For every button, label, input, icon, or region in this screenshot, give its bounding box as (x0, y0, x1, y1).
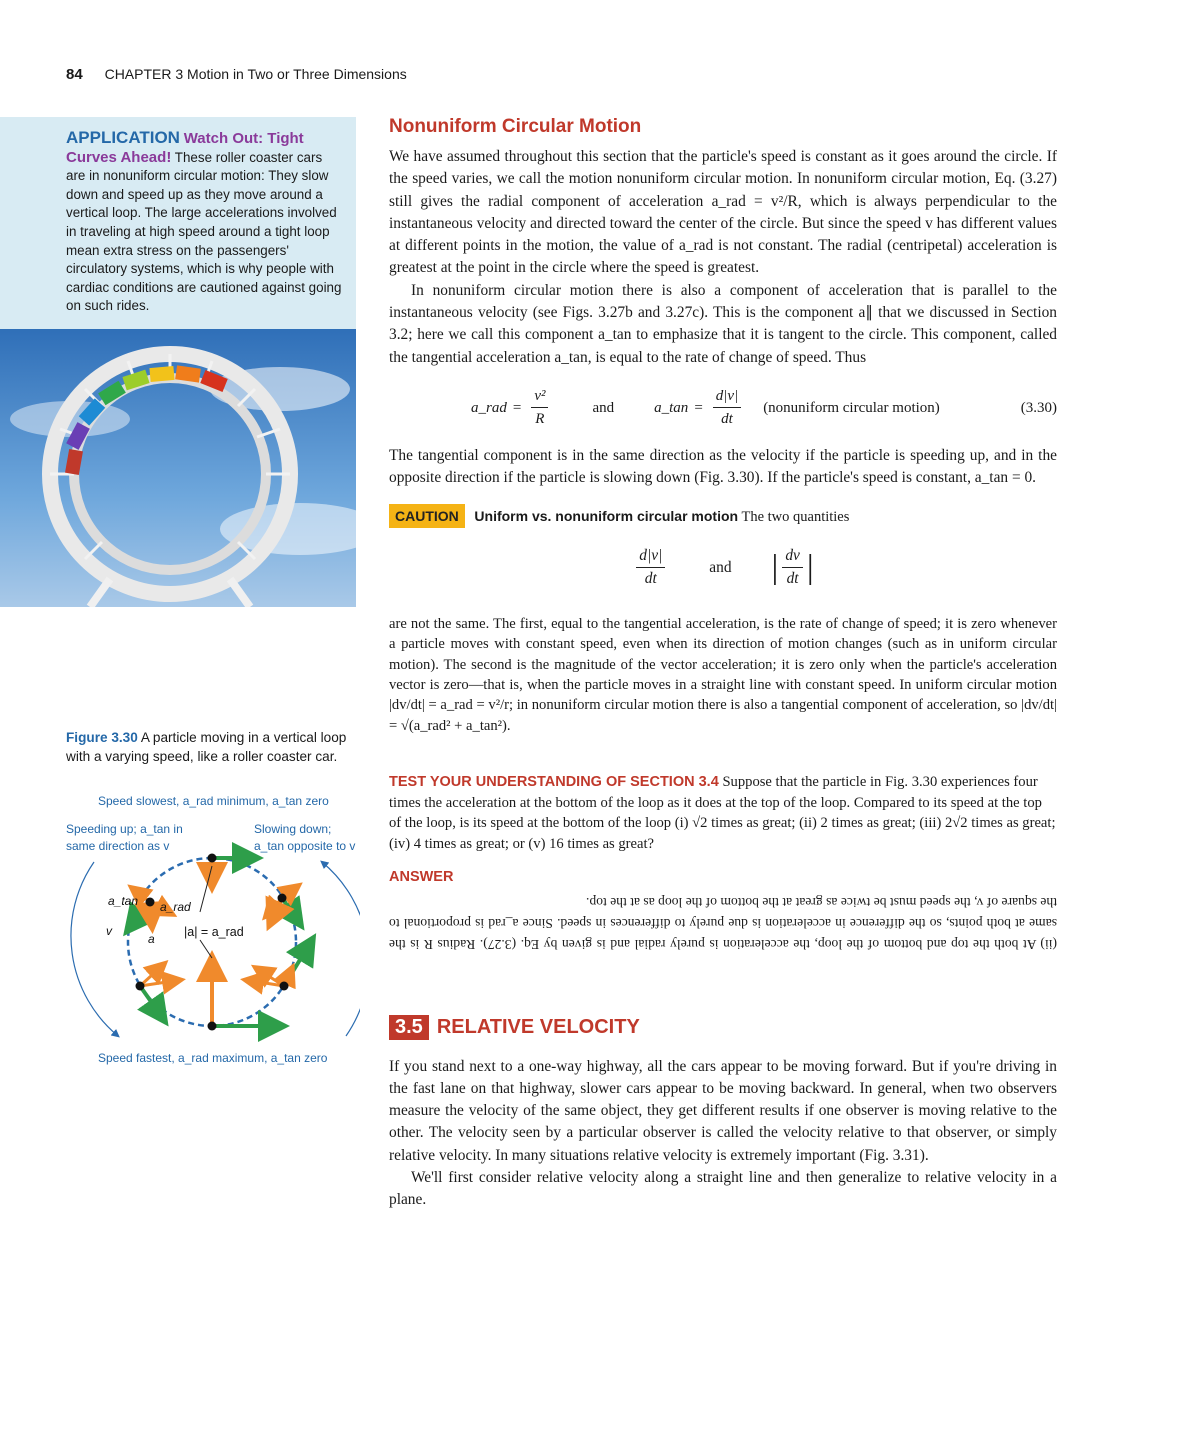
section-3-5-paragraph-2: We'll first consider relative velocity along a straight line and then generalize to relative velocity in a plane. (389, 1169, 1057, 1209)
label-left-2: same direction as v (66, 839, 170, 853)
figure-caption (66, 728, 356, 766)
caution-num-2: dv (782, 546, 803, 568)
figure-label: Figure 3.30 (66, 730, 138, 745)
label-magnitude: |a| = a_rad (184, 925, 244, 939)
figure-3-30-diagram (60, 790, 360, 1070)
section-3-5-body (389, 1056, 1057, 1212)
eq-frac-1 (531, 386, 548, 429)
eq-lhs-1: a_rad (471, 399, 507, 416)
section-number: 3.5 (389, 1015, 429, 1039)
test-your-understanding (389, 772, 1057, 854)
eq-den-2: dt (721, 411, 733, 428)
eq-lhs-2: a_tan (654, 399, 689, 416)
label-a-tan: a_tan (108, 894, 139, 908)
label-a-rad: a_rad (160, 900, 191, 914)
section-3-5-heading (389, 1015, 1057, 1039)
label-bottom: Speed fastest, a_rad maximum, a_tan zero (98, 1051, 328, 1065)
label-v: v (106, 924, 112, 938)
label-right-1: Slowing down; (254, 822, 332, 836)
application-box (0, 117, 356, 329)
application-label: APPLICATION (66, 128, 180, 147)
paragraph-3: The tangential component is in the same direction as the velocity if the particle is speeding up, and in the opposite direction if the particle is slowing down (Fig. 3.30). If the particle's speed is constant, a_tan = 0. (389, 446, 1057, 487)
roller-coaster-illustration (0, 329, 356, 607)
figure-caption-text: A particle moving in a vertical loop with a varying speed, like a roller coaster car. (66, 730, 347, 764)
eq-den-1: R (535, 411, 545, 428)
section-heading: Nonuniform Circular Motion (389, 116, 642, 137)
speeding-up-arc (71, 862, 118, 1036)
main-column (389, 114, 1057, 1212)
chapter-title: CHAPTER 3 Motion in Two or Three Dimensions (104, 66, 407, 82)
paragraph-2: In nonuniform circular motion there is also a component of acceleration that is parallel to the instantaneous velocity (see Figs. 3.27b and 3.27c). This is the component a∥ that we discussed in Section 3.2; here we call this component a_tan to emphasize that it is tangent to the circle. This component, called the tangential acceleration a_tan, is equal to the rate of change of speed. Thus (389, 281, 1057, 366)
caution-den-2: dt (786, 570, 799, 588)
caution-box (389, 504, 1057, 528)
caution-den-1: dt (644, 570, 657, 588)
eq-number: (3.30) (1020, 399, 1057, 416)
slowing-down-arc (322, 862, 360, 1036)
label-top: Speed slowest, a_rad minimum, a_tan zero (98, 794, 329, 808)
caution-tag: CAUTION (389, 504, 465, 528)
answer-label: ANSWER (389, 868, 454, 885)
eq-and: and (592, 399, 615, 416)
running-header (66, 66, 407, 83)
caution-and: and (709, 558, 732, 576)
roller-coaster-photo (0, 329, 356, 607)
paragraph-1: We have assumed throughout this section that the particle's speed is constant as it goes around the circle. If the speed varies, we call the motion nonuniform circular motion. In nonuniform circular motion, Eq. (3.27) still gives the radial component of acceleration a_rad = v²/R, which is always perpendicular to the instantaneous velocity and directed toward the center of the circle. But since the speed v has different values at different points in the motion, the value of a_rad is not constant. The radial (centripetal) acceleration is greatest at the point in the circle where the speed is greatest. (389, 148, 1057, 277)
caution-title: Uniform vs. nonuniform circular motion (474, 507, 739, 524)
page-number: 84 (66, 66, 83, 83)
caution-num-1: d|v| (636, 546, 665, 568)
tyu-question: Suppose that the particle in Fig. 3.30 experiences four times the acceleration at the bottom of the loop as it does at the top of the loop. Compared to its speed at the top of the loop, is its speed at the bottom of the loop (i) √2 times as great; (ii) 2 times as great; (iii) 2√2 times as great; (iv) 4 times as great; or (v) 16 times as great? (389, 774, 1056, 852)
label-right-2: a_tan opposite to v (254, 839, 356, 853)
label-left-1: Speeding up; a_tan in (66, 822, 183, 836)
caution-frac-1 (636, 546, 665, 589)
eq-frac-2 (713, 386, 741, 429)
tyu-label: TEST YOUR UNDERSTANDING OF SECTION 3.4 (389, 774, 719, 791)
caution-equation: $\frac{d|v|}{dt}$ and | $\frac{dv}{dt}$ | (389, 538, 1057, 598)
loop-diagram (60, 790, 360, 1070)
eq-num-1: v² (531, 386, 548, 408)
section-3-5-paragraph-1: If you stand next to a one-way highway, all the cars appear to be moving forward. But if you're driving in the fast lane on that highway, slower cars appear to be moving backward. In general, when two observers measure the velocity of the same object, they get different results if one observer is moving relative to the other. The velocity seen by a particular observer is called the velocity relative to that observer, or simply relative velocity. In many situations relative velocity is extremely important (Fig. 3.31). (389, 1057, 1057, 1164)
equation-3-30: a_rad = $\frac{\text{v²}}{R}$ and a_tan = $\frac{d|v|}{dt}$ (nonuniform circular motion) (3.30) (471, 388, 1057, 428)
label-a: a (148, 932, 155, 946)
caution-intro: The two quantities (741, 508, 850, 525)
application-title: Watch Out: Tight Curves Ahead! (66, 130, 304, 166)
eq-note: (nonuniform circular motion) (763, 399, 940, 416)
section-title: RELATIVE VELOCITY (436, 1016, 640, 1039)
answer-block (389, 866, 1057, 955)
eq-num-2: d|v| (713, 386, 741, 408)
answer-text-inverted: (ii) At both the top and bottom of the loop, the acceleration is purely radial and is given by Eq. (3.27). Radius R is the same at both points, so the difference in acceleration is due purely to differences in speed. Since a_rad is proportional to the square of v, the speed must be twice as great at the bottom of the loop as at the top. (389, 895, 1057, 953)
application-body: These roller coaster cars are in nonuniform circular motion: They slow down and speed up as they move around a vertical loop. The large accelerations involved in traveling at high speed around a tight loop mean extra stress on the passengers' circulatory systems, which is why people with cardiac conditions are cautioned against going on such rides. (66, 149, 342, 314)
caution-frac-2 (782, 546, 803, 589)
caution-body: are not the same. The first, equal to the tangential acceleration, is the rate of change of speed; it is zero whenever a particle moves with constant speed, even when its direction of motion changes (such as in uniform circular motion). The second is the magnitude of the vector acceleration; it is zero only when the particle's acceleration vector is zero—that is, when the particle moves in a straight line with constant speed. In uniform circular motion |dv/dt| = a_rad = v²/r; in nonuniform circular motion there is also a tangential component of acceleration, so |dv/dt| = √(a_rad² + a_tan²). (389, 615, 1057, 734)
